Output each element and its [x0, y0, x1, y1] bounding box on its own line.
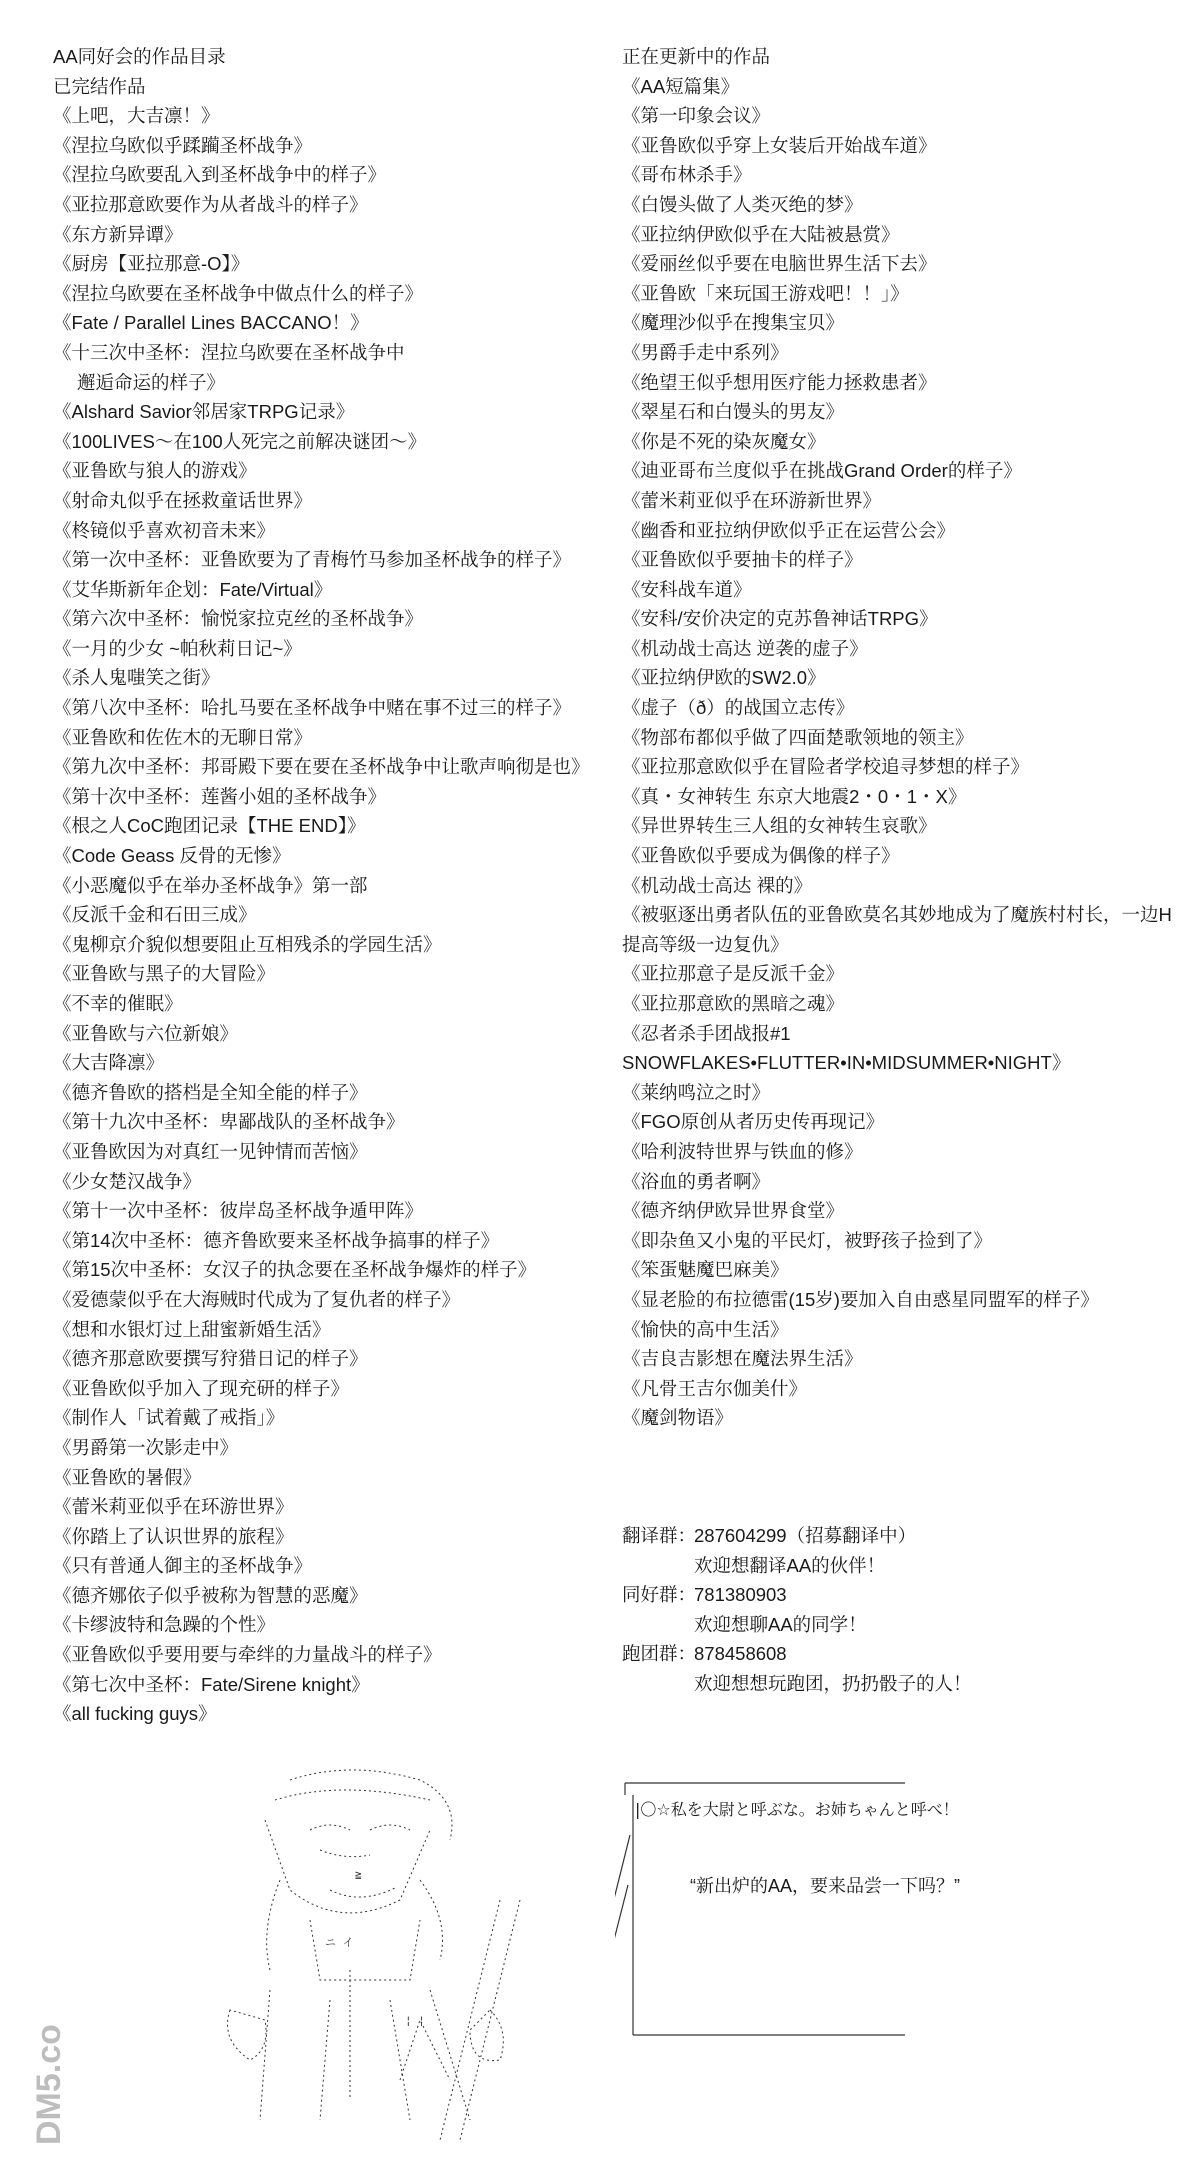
completed-work-item: 《男爵第一次影走中》 [53, 1436, 239, 1458]
completed-work-item: 《亚鲁欧与狼人的游戏》 [53, 460, 257, 482]
completed-work-item: 《大吉降凛》 [53, 1052, 165, 1074]
completed-work-item: 《根之人CoC跑团记录【THE END】》 [53, 815, 366, 837]
ongoing-work-item: 《异世界转生三人组的女神转生哀歌》 [622, 815, 937, 837]
completed-work-item: 《100LIVES～在100人死完之前解决谜团～》 [53, 430, 427, 452]
completed-work-item: 《亚鲁欧因为对真红一见钟情而苦恼》 [53, 1140, 368, 1162]
completed-work-item: 《鬼柳京介貌似想要阻止互相残杀的学园生活》 [53, 933, 442, 955]
ongoing-work-item: 《即杂鱼又小鬼的平民灯，被野孩子捡到了》 [622, 1229, 993, 1251]
completed-work-item: 《不幸的催眠》 [53, 993, 183, 1014]
completed-work-item: 《杀人鬼嗤笑之街》 [53, 667, 220, 689]
ongoing-work-item: 《白馒头做了人类灭绝的梦》 [622, 193, 863, 215]
completed-work-item: 《想和水银灯过上甜蜜新婚生活》 [53, 1318, 331, 1340]
completed-work-item: 《第十九次中圣杯：卑鄙战队的圣杯战争》 [53, 1111, 405, 1133]
ongoing-work-item: 《机动战士高达 逆袭的虚子》 [622, 637, 868, 659]
fan-group-note: 欢迎想聊AA的同学！ [694, 1613, 867, 1635]
completed-work-item: 《爱德蒙似乎在大海贼时代成为了复仇者的样子》 [53, 1288, 461, 1310]
completed-work-item: 《亚鲁欧与黑子的大冒险》 [53, 963, 276, 985]
ongoing-work-item: 《幽香和亚拉纳伊欧似乎正在运营公会》 [622, 519, 956, 541]
watermark-logo [10, 2025, 90, 2165]
completed-works-list [53, 101, 613, 1729]
completed-work-item: 《你踏上了认识世界的旅程》 [53, 1525, 294, 1547]
completed-work-item: 《厨房【亚拉那意-O】》 [53, 253, 250, 275]
ongoing-work-item: 《浴血的勇者啊》 [622, 1170, 771, 1192]
ongoing-work-item: 《蕾米莉亚似乎在环游新世界》 [622, 489, 882, 511]
completed-work-item: 《第一次中圣杯：亚鲁欧要为了青梅竹马参加圣杯战争的样子》 [53, 549, 572, 571]
ongoing-work-item: 《哈利波特世界与铁血的修》 [622, 1140, 863, 1162]
translate-group-note: 欢迎想翻译AA的伙伴！ [694, 1554, 886, 1576]
completed-work-item: 《反派千金和石田三成》 [53, 904, 257, 926]
run-group-number: 878458608 [694, 1643, 787, 1665]
speech-japanese-line: |〇☆私を大尉と呼ぶな。お姉ちゃんと呼べ！ [635, 1800, 959, 1819]
completed-work-item: 邂逅命运的样子》 [77, 371, 226, 393]
ascii-art-drawing [170, 1760, 630, 2140]
completed-work-item: 《all fucking guys》 [53, 1703, 217, 1725]
run-group-label: 跑团群： [622, 1643, 697, 1665]
completed-work-item: 《德齐娜依子似乎被称为智慧的恶魔》 [53, 1584, 368, 1606]
ongoing-work-item: 《翠星石和白馒头的男友》 [622, 401, 845, 423]
translate-group-number: 287604299（招募翻译中） [694, 1525, 917, 1546]
ongoing-work-item: 《亚拉纳伊欧似乎在大陆被悬赏》 [622, 223, 900, 245]
translate-group-row [622, 1521, 1182, 1551]
completed-work-item: 《卡缪波特和急躁的个性》 [53, 1614, 276, 1636]
completed-work-item: 《Alshard Savior邻居家TRPG记录》 [53, 401, 355, 423]
ongoing-work-item: 《德齐纳伊欧异世界食堂》 [622, 1200, 845, 1222]
ongoing-work-item: 《忍者杀手团战报#1 SNOWFLAKES•FLUTTER•IN•MIDSUMMER•NIGHT》 [622, 1022, 1071, 1074]
completed-work-item: 《德齐鲁欧的搭档是全知全能的样子》 [53, 1081, 368, 1103]
completed-work-item: 《Code Geass 反骨的无惨》 [53, 845, 291, 867]
completed-work-item: 《第十次中圣杯：莲酱小姐的圣杯战争》 [53, 785, 387, 807]
ongoing-work-item: 《亚拉那意子是反派千金》 [622, 963, 845, 985]
completed-work-item: 《第九次中圣杯：邦哥殿下要在要在圣杯战争中让歌声响彻是也》 [53, 756, 590, 778]
speech-chinese-line: “新出炉的AA，要来品尝一下吗？” [690, 1876, 960, 1896]
ongoing-work-item: 《魔剑物语》 [622, 1407, 734, 1429]
run-group-row [622, 1639, 1182, 1669]
completed-work-item: 《亚鲁欧似乎要用要与牵绊的力量战斗的样子》 [53, 1644, 442, 1666]
ongoing-work-item: 《AA短篇集》 [622, 75, 740, 97]
ongoing-work-item: 《亚鲁欧似乎要抽卡的样子》 [622, 549, 863, 571]
ascii-art-character [170, 1760, 630, 2140]
catalog-header: AA同好会的作品目录 [53, 46, 226, 67]
ongoing-work-item: 《迪亚哥布兰度似乎在挑战Grand Order的样子》 [622, 460, 1022, 482]
completed-work-item: 《上吧，大吉凛！》 [53, 105, 220, 127]
translate-group-label: 翻译群： [622, 1525, 697, 1546]
ongoing-work-item: 《FGO原创从者历史传再现记》 [622, 1111, 885, 1133]
completed-work-item: 《第八次中圣杯：哈扎马要在圣杯战争中赌在事不过三的样子》 [53, 697, 572, 719]
completed-work-item: 《第六次中圣杯：愉悦家拉克丝的圣杯战争》 [53, 608, 424, 630]
ongoing-work-item: 《安科战车道》 [622, 578, 752, 600]
group-info [622, 1521, 1182, 1699]
ongoing-work-item: 《真・女神转生 东京大地震2・0・1・X》 [622, 785, 967, 807]
completed-work-item: 《射命丸似乎在拯救童话世界》 [53, 489, 313, 511]
completed-work-item: 《亚鲁欧与六位新娘》 [53, 1022, 239, 1044]
completed-work-item: 《东方新异谭》 [53, 223, 183, 245]
ongoing-works-column [622, 42, 1192, 1433]
completed-work-item: 《蕾米莉亚似乎在环游世界》 [53, 1496, 294, 1518]
ongoing-work-item: 《爱丽丝似乎要在电脑世界生活下去》 [622, 253, 937, 275]
svg-text:ニ イ: ニ イ [325, 1936, 354, 1949]
completed-work-item: 《小恶魔似乎在举办圣杯战争》第一部 [53, 874, 368, 896]
ongoing-works-list [622, 72, 1192, 1433]
svg-text:¦ ¦: ¦ ¦ [405, 2014, 425, 2027]
completed-work-item: 《亚鲁欧的暑假》 [53, 1466, 202, 1488]
ongoing-work-item: 《亚鲁欧「来玩国王游戏吧！！」》 [622, 282, 909, 304]
completed-work-item: 《涅拉乌欧要在圣杯战争中做点什么的样子》 [53, 282, 424, 304]
completed-work-item: 《亚鲁欧似乎加入了现充研的样子》 [53, 1377, 350, 1399]
completed-work-item: 《亚拉那意欧要作为从者战斗的样子》 [53, 193, 368, 215]
ongoing-header: 正在更新中的作品 [622, 46, 771, 67]
ongoing-work-item: 《绝望王似乎想用医疗能力拯救患者》 [622, 371, 937, 393]
ongoing-work-item: 《亚鲁欧似乎要成为偶像的样子》 [622, 845, 900, 867]
ongoing-work-item: 《愉快的高中生活》 [622, 1318, 789, 1340]
ongoing-work-item: 《第一印象会议》 [622, 105, 771, 127]
completed-work-item: 《第七次中圣杯：Fate/Sirene knight》 [53, 1673, 370, 1695]
fan-group-label: 同好群： [622, 1584, 697, 1606]
completed-work-item: 《只有普通人御主的圣杯战争》 [53, 1555, 313, 1577]
completed-work-item: 《艾华斯新年企划：Fate/Virtual》 [53, 578, 333, 600]
ongoing-work-item: 《亚鲁欧似乎穿上女装后开始战车道》 [622, 134, 937, 156]
ongoing-work-item: 《物部布都似乎做了四面楚歌领地的领主》 [622, 726, 974, 748]
completed-work-item: 《柊镜似乎喜欢初音未来》 [53, 519, 276, 541]
completed-work-item: 《涅拉乌欧似乎蹂躏圣杯战争》 [53, 134, 313, 156]
speech-bubble [615, 1775, 960, 2055]
completed-work-item: 《少女楚汉战争》 [53, 1170, 202, 1192]
ongoing-work-item: 《凡骨王吉尔伽美什》 [622, 1377, 808, 1399]
completed-work-item: 《涅拉乌欧要乱入到圣杯战争中的样子》 [53, 164, 387, 186]
completed-work-item: 《第15次中圣杯：女汉子的执念要在圣杯战争爆炸的样子》 [53, 1259, 537, 1281]
watermark-text: DM5.com [30, 2025, 68, 2145]
completed-work-item: 《亚鲁欧和佐佐木的无聊日常》 [53, 726, 313, 748]
ongoing-work-item: 《莱纳鸣泣之时》 [622, 1081, 771, 1103]
completed-work-item: 《第十一次中圣杯：彼岸岛圣杯战争遁甲阵》 [53, 1200, 424, 1222]
completed-work-item: 《十三次中圣杯：涅拉乌欧要在圣杯战争中 [53, 341, 405, 363]
fan-group-row [622, 1580, 1182, 1610]
run-group-note: 欢迎想想玩跑团，扔扔骰子的人！ [694, 1672, 972, 1694]
site-watermark [10, 2025, 90, 2165]
ongoing-work-item: 《笨蛋魅魔巴麻美》 [622, 1259, 789, 1281]
ongoing-work-item: 《吉良吉影想在魔法界生活》 [622, 1348, 863, 1370]
ongoing-work-item: 《亚拉那意欧的黑暗之魂》 [622, 993, 845, 1014]
svg-text:≧: ≧ [355, 1868, 362, 1881]
completed-works-column [53, 42, 613, 1729]
ongoing-work-item: 《虚子（ð）的战国立志传》 [622, 697, 855, 719]
ongoing-work-item: 《显老脸的布拉德雷(15岁)要加入自由惑星同盟军的样子》 [622, 1288, 1099, 1310]
ongoing-work-item: 《你是不死的染灰魔女》 [622, 430, 826, 452]
ongoing-work-item: 《男爵手走中系列》 [622, 341, 789, 363]
ongoing-work-item: 《机动战士高达 裸的》 [622, 874, 813, 896]
ongoing-work-item: 《魔理沙似乎在搜集宝贝》 [622, 312, 845, 334]
completed-work-item: 《制作人「试着戴了戒指」》 [53, 1407, 285, 1429]
completed-work-item: 《一月的少女 ~帕秋莉日记~》 [53, 637, 302, 659]
completed-work-item: 《德齐那意欧要撰写狩猎日记的样子》 [53, 1348, 368, 1370]
ongoing-work-item: 《亚拉纳伊欧的SW2.0》 [622, 667, 826, 689]
ongoing-work-item: 《哥布林杀手》 [622, 164, 752, 186]
ongoing-work-item: 《亚拉那意欧似乎在冒险者学校追寻梦想的样子》 [622, 756, 1030, 778]
completed-work-item: 《Fate / Parallel Lines BACCANO！》 [53, 312, 369, 334]
completed-header: 已完结作品 [53, 75, 146, 97]
completed-work-item: 《第14次中圣杯：德齐鲁欧要来圣杯战争搞事的样子》 [53, 1229, 500, 1251]
fan-group-number: 781380903 [694, 1584, 787, 1606]
ongoing-work-item: 《被驱逐出勇者队伍的亚鲁欧莫名其妙地成为了魔族村村长，一边H提高等级一边复仇》 [622, 904, 1172, 955]
ongoing-work-item: 《安科/安价决定的克苏鲁神话TRPG》 [622, 608, 938, 630]
